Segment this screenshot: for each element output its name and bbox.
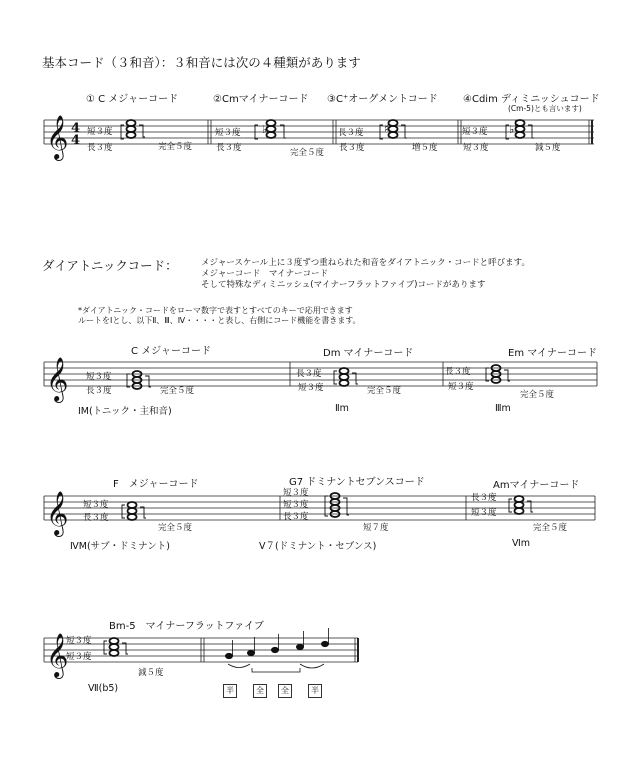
chord-name: F メジャーコード bbox=[113, 479, 199, 490]
fifth-label: 完全５度 bbox=[367, 386, 402, 396]
chord-stack bbox=[515, 496, 524, 514]
interval-label: 長３度 bbox=[87, 143, 113, 153]
fifth-label: 完全５度 bbox=[160, 386, 195, 396]
chord-stack bbox=[110, 638, 119, 656]
staff-4 bbox=[44, 638, 358, 662]
interval-label: 短３度 bbox=[215, 128, 241, 138]
interval-label: 長３度 bbox=[83, 513, 109, 523]
section2-desc-2: メジャーコード マイナーコード bbox=[201, 269, 329, 279]
interval-label: 短３度 bbox=[283, 488, 309, 498]
step-box: 半 bbox=[308, 684, 322, 698]
interval-label: 長３度 bbox=[283, 512, 309, 522]
slur bbox=[300, 664, 324, 668]
time-sig-top: 4 bbox=[71, 121, 81, 136]
flat-icon: ♭ bbox=[262, 123, 268, 136]
note-head bbox=[322, 641, 329, 646]
chord-stack bbox=[331, 493, 340, 517]
interval-label: 短３度 bbox=[463, 143, 489, 153]
chord-name-c-major: ① C メジャーコード bbox=[86, 94, 179, 105]
interval-label: 短３度 bbox=[448, 382, 474, 392]
interval-label: 長３度 bbox=[471, 493, 497, 503]
section1-title: 基本コード（３和音）：３和音には次の４種類があります bbox=[42, 55, 361, 70]
fifth-label: 減５度 bbox=[138, 668, 164, 678]
fifth-label: 増５度 bbox=[412, 143, 438, 153]
roman-note-1: *ダイアトニック・コードをローマ数字で表すとすべてのキーで応用できます bbox=[78, 306, 353, 315]
chord-name-cdim: ④Cdim ディミニッシュコード bbox=[463, 94, 600, 105]
treble-clef-icon: 𝄞 bbox=[46, 633, 69, 677]
interval-label: 短３度 bbox=[66, 636, 92, 646]
function-label: ⅣM(サブ・ドミナント) bbox=[70, 541, 170, 552]
sharp-icon: ♯ bbox=[384, 122, 390, 135]
staff-3 bbox=[44, 496, 595, 520]
function-label: Ⅶ(b5) bbox=[88, 683, 119, 694]
fifth-label: 完全５度 bbox=[158, 523, 193, 533]
section2-desc-3: そして特殊なディミニッシュ(マイナーフラットファイブ)コードがあります bbox=[201, 280, 486, 290]
time-sig-bottom: 4 bbox=[71, 133, 81, 148]
interval-label: 長３度 bbox=[296, 369, 322, 379]
interval-label: 長３度 bbox=[338, 128, 364, 138]
flat-icon: ♭ bbox=[509, 123, 515, 136]
chord-stack bbox=[340, 368, 349, 386]
chord-stack bbox=[127, 120, 136, 138]
note-head bbox=[248, 650, 255, 655]
treble-clef-icon: 𝄞 bbox=[46, 115, 69, 159]
chord-name: C メジャーコード bbox=[131, 346, 211, 357]
interval-label: 長３度 bbox=[339, 143, 365, 153]
step-box: 全 bbox=[253, 684, 267, 698]
function-label: Ⅱm bbox=[335, 403, 349, 414]
flat-icon: ♭ bbox=[514, 118, 520, 131]
note-head bbox=[272, 647, 279, 652]
chord-name: Em マイナーコード bbox=[508, 348, 598, 359]
interval-label: 短３度 bbox=[83, 500, 109, 510]
slur bbox=[228, 664, 250, 668]
fifth-label: 完全５度 bbox=[290, 148, 325, 158]
interval-label: 短３度 bbox=[87, 127, 113, 137]
interval-label: 短３度 bbox=[86, 372, 112, 382]
bracket bbox=[252, 668, 300, 672]
chord-name: Dm マイナーコード bbox=[323, 348, 414, 359]
note-head bbox=[226, 653, 233, 658]
fifth-label: 完全５度 bbox=[533, 523, 568, 533]
interval-label: 長３度 bbox=[445, 367, 471, 377]
chord-name-cm: ②Cmマイナーコード bbox=[213, 94, 309, 105]
roman-note-2: ルートをⅠとし、以下Ⅱ、Ⅲ、Ⅳ・・・・と表し、右側にコード機能を書きます。 bbox=[78, 316, 361, 325]
step-box: 全 bbox=[278, 684, 292, 698]
note-head bbox=[297, 644, 304, 649]
interval-label: 短３度 bbox=[462, 127, 488, 137]
treble-clef-icon: 𝄞 bbox=[46, 491, 69, 535]
interval-label: 長３度 bbox=[216, 143, 242, 153]
treble-clef-icon: 𝄞 bbox=[46, 357, 69, 401]
function-label: Ⅴ７(ドミナント・セブンス) bbox=[259, 541, 377, 552]
interval-label: 長３度 bbox=[86, 386, 112, 396]
section2-title: ダイアトニックコード： bbox=[42, 258, 178, 273]
interval-label: 短３度 bbox=[283, 500, 309, 510]
chord-name: G7 ドミナントセブンスコード bbox=[289, 477, 425, 488]
interval-label: 短３度 bbox=[298, 383, 324, 393]
section2-desc-1: メジャースケール上に３度ずつ重ねられた和音をダイアトニック・コードと呼びます。 bbox=[201, 258, 530, 268]
chord-stack bbox=[389, 120, 398, 138]
chord-name-caug: ③C⁺オーグメントコード bbox=[327, 94, 438, 105]
fifth-label: 完全５度 bbox=[158, 142, 193, 152]
fifth-label: 減５度 bbox=[535, 143, 561, 153]
chord-name: Amマイナーコード bbox=[493, 480, 580, 491]
chord-stack bbox=[267, 120, 276, 138]
chord-name: Bm-5 マイナーフラットファイブ bbox=[109, 621, 264, 632]
function-label: ⅠM(トニック・主和音) bbox=[78, 406, 172, 417]
fifth-label: 完全５度 bbox=[520, 390, 555, 400]
step-box: 半 bbox=[223, 684, 237, 698]
function-label: Ⅵm bbox=[512, 538, 531, 549]
interval-label: 短３度 bbox=[471, 508, 497, 518]
chord-stack bbox=[128, 502, 137, 520]
dim-alias-note: (Cm-5)とも言います) bbox=[508, 104, 582, 113]
interval-label: 短３度 bbox=[66, 652, 92, 662]
fifth-label: 短７度 bbox=[363, 523, 389, 533]
function-label: Ⅲm bbox=[495, 403, 511, 414]
